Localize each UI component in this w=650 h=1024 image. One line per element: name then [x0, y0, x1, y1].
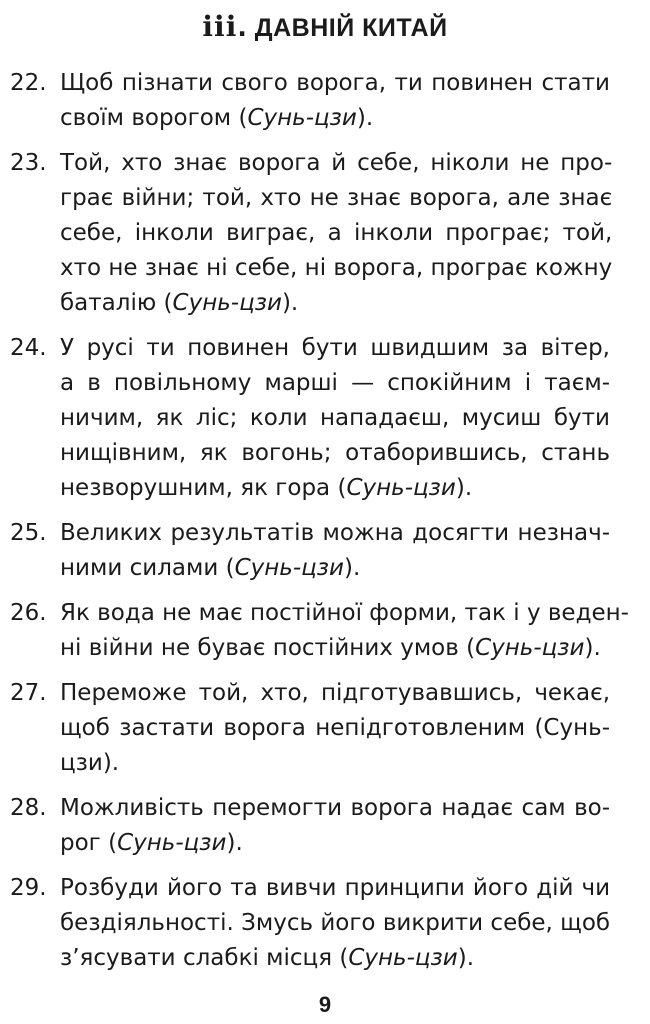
quote-line: своїм ворогом [60, 105, 232, 131]
quote-text [60, 791, 610, 861]
quote-line-last: незворушним, як гора (Сунь-цзи). [60, 475, 473, 501]
quote-item [10, 676, 610, 781]
quote-line: себе, інколи виграє, а інколи програє; той, [60, 220, 613, 246]
quote-source: Сунь-цзи [234, 555, 344, 581]
quote-line: Той, хто знає ворога й себе, ніколи не про- [60, 150, 613, 176]
quote-number: 23. [10, 150, 47, 176]
quote-line: хто не знає ні себе, ні ворога, програє кожну [60, 255, 613, 281]
quote-number: 28. [10, 795, 47, 821]
quote-line: У русі ти повинен бути швидшим за вітер, [60, 335, 610, 361]
page-number: 9 [318, 992, 332, 1017]
quote-source: Сунь-цзи [172, 290, 282, 316]
quote-line: рог [60, 830, 101, 856]
quote-item [10, 516, 610, 586]
quote-text [60, 596, 629, 666]
quote-line-last: рог (Сунь-цзи). [60, 830, 243, 856]
quote-number: 29. [10, 875, 47, 901]
quote-line: Щоб пізнати свого ворога, ти повинен стати [60, 70, 610, 96]
quote-line: Як вода не має постійної форми, так і у веден- [60, 600, 629, 626]
quote-item [10, 146, 613, 321]
quote-text [60, 66, 610, 136]
quote-item [10, 871, 610, 976]
quote-source: Сунь-цзи [247, 105, 357, 131]
quote-line-last: з’ясувати слабкі місця (Сунь-цзи). [60, 945, 475, 971]
quote-line: незворушним, як гора [60, 475, 331, 501]
quote-list [10, 66, 629, 986]
quote-line: Можливість перемогти ворога надає сам во- [60, 795, 610, 821]
quote-source: Сунь-цзи [346, 475, 456, 501]
quote-number: 27. [10, 680, 47, 706]
quote-source: Сунь-цзи [475, 635, 585, 661]
quote-text [60, 146, 612, 321]
quote-text [60, 331, 610, 506]
quote-item [10, 596, 629, 666]
quote-line: Переможе той, хто, підготувавшись, чекає, [60, 680, 610, 706]
quote-item [10, 66, 610, 136]
quote-line: ничим, як ліс; коли нападаєш, мусиш бути [60, 405, 610, 431]
quote-line: щоб застати ворога непідготовленим (Сунь- [60, 715, 610, 741]
quote-line: бездіяльності. Змусь його викрити себе, щоб [60, 910, 611, 936]
quote-number: 22. [10, 70, 47, 96]
quote-source: Сунь-цзи [348, 945, 458, 971]
quote-line: Розбуди його та вивчи принципи його дій чи [60, 875, 611, 901]
quote-text [60, 676, 610, 781]
quote-line-last: своїм ворогом (Сунь-цзи). [60, 105, 374, 131]
quote-line-last: ними силами (Сунь-цзи). [60, 555, 361, 581]
quote-line-last: баталію (Сунь-цзи). [60, 290, 299, 316]
quote-line: з’ясувати слабкі місця [60, 945, 333, 971]
quote-line: Великих результатів можна досягти незнач- [60, 520, 610, 546]
quote-source: Сунь-цзи [117, 830, 227, 856]
quote-line: нищівним, як вогонь; отаборившись, стань [60, 440, 610, 466]
quote-text [60, 516, 610, 586]
quote-line: цзи). [60, 750, 120, 776]
quote-text [60, 871, 610, 976]
quote-line: грає війни; той, хто не знає ворога, але знає [60, 185, 613, 211]
quote-line: ними силами [60, 555, 219, 581]
quote-line: а в повільному марші — спокійним і таєм- [60, 370, 610, 396]
quote-number: 25. [10, 520, 47, 546]
quote-item [10, 331, 610, 506]
chapter-number: ііі [202, 10, 238, 43]
chapter-separator: . [237, 13, 247, 42]
quote-line-last: ні війни не буває постійних умов (Сунь-цзи). [60, 635, 601, 661]
quote-number: 24. [10, 335, 47, 361]
page-header [0, 8, 650, 47]
chapter-title: ДАВНІЙ КИТАЙ [254, 14, 448, 42]
quote-item [10, 791, 610, 861]
quote-line: баталію [60, 290, 157, 316]
quote-number: 26. [10, 600, 47, 626]
quote-line: ні війни не буває постійних умов [60, 635, 459, 661]
